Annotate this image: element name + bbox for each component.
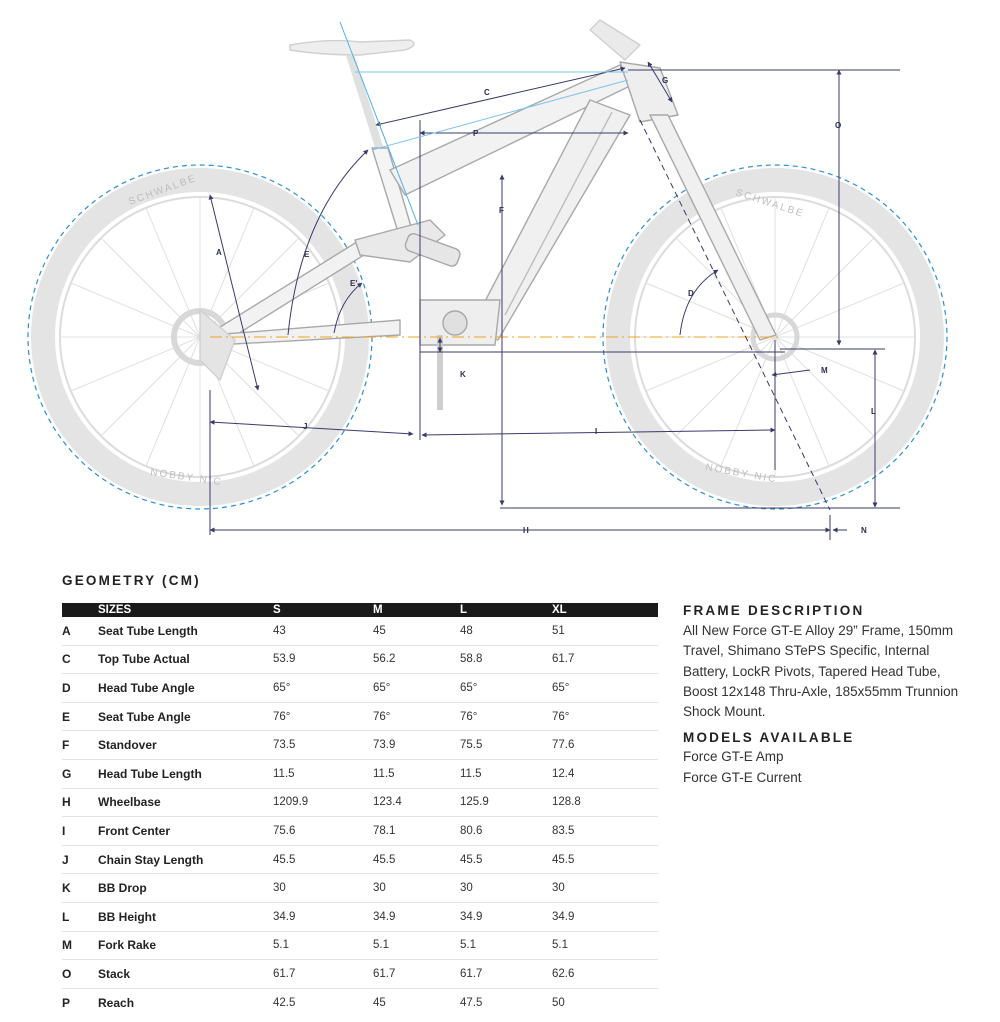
frame-description-heading: FRAME DESCRIPTION xyxy=(683,603,865,618)
side-info-panel xyxy=(683,603,963,788)
row-value-m: 73.9 xyxy=(373,731,460,760)
row-value-m: 76° xyxy=(373,702,460,731)
table-row xyxy=(62,702,658,731)
table-row xyxy=(62,731,658,760)
dim-label-m: M xyxy=(821,366,828,375)
row-value-s: 5.1 xyxy=(273,931,373,960)
row-measurement-name: Front Center xyxy=(98,817,273,846)
header-size-m: M xyxy=(373,603,460,617)
dim-label-h: H xyxy=(523,526,529,535)
row-value-xl: 76° xyxy=(552,702,658,731)
row-value-xl: 61.7 xyxy=(552,645,658,674)
row-code: L xyxy=(62,902,98,931)
dim-label-o: O xyxy=(835,121,842,130)
dim-label-c: C xyxy=(484,88,490,97)
row-value-m: 56.2 xyxy=(373,645,460,674)
row-code: C xyxy=(62,645,98,674)
row-value-s: 76° xyxy=(273,702,373,731)
row-value-l: 58.8 xyxy=(460,645,552,674)
row-value-s: 34.9 xyxy=(273,902,373,931)
row-value-l: 5.1 xyxy=(460,931,552,960)
row-value-l: 34.9 xyxy=(460,902,552,931)
row-value-s: 75.6 xyxy=(273,817,373,846)
dim-label-l: L xyxy=(871,407,876,416)
frame-description-text: All New Force GT-E Alloy 29” Frame, 150mm Travel, Shimano STePS Specific, Internal Battery, LockR Pivots, Tapered Head Tube, Boost 12x148 Thru-Axle, 185x55mm Trunnion Shock Mount. xyxy=(683,623,959,720)
row-value-xl: 65° xyxy=(552,674,658,703)
row-value-m: 45 xyxy=(373,617,460,645)
table-row xyxy=(62,960,658,989)
row-value-s: 53.9 xyxy=(273,645,373,674)
dim-label-d: D xyxy=(688,289,694,298)
row-value-l: 76° xyxy=(460,702,552,731)
geometry-table xyxy=(62,603,658,1016)
row-value-m: 78.1 xyxy=(373,817,460,846)
table-row xyxy=(62,645,658,674)
row-value-s: 45.5 xyxy=(273,845,373,874)
row-measurement-name: Head Tube Length xyxy=(98,759,273,788)
dim-label-n: N xyxy=(861,526,867,535)
row-value-l: 61.7 xyxy=(460,960,552,989)
model-item: Force GT-E Current xyxy=(683,769,802,785)
row-code: J xyxy=(62,845,98,874)
row-measurement-name: Stack xyxy=(98,960,273,989)
row-measurement-name: Fork Rake xyxy=(98,931,273,960)
table-row xyxy=(62,931,658,960)
row-code: H xyxy=(62,788,98,817)
row-value-xl: 50 xyxy=(552,996,565,1009)
row-measurement-name: Reach xyxy=(98,995,135,1010)
row-value-xl: 45.5 xyxy=(552,845,658,874)
dim-label-k: K xyxy=(460,370,466,379)
row-value-s: 11.5 xyxy=(273,759,373,788)
models-available-heading: MODELS AVAILABLE xyxy=(683,730,855,746)
row-value-l: 65° xyxy=(460,674,552,703)
row-value-xl: 5.1 xyxy=(552,931,658,960)
row-measurement-name: BB Drop xyxy=(98,874,273,903)
row-value-m: 65° xyxy=(373,674,460,703)
table-row xyxy=(62,902,658,931)
row-value-xl: 83.5 xyxy=(552,817,658,846)
row-value-m: 123.4 xyxy=(373,788,460,817)
header-size-s: S xyxy=(273,603,373,617)
dim-label-p: P xyxy=(473,129,479,138)
row-value-m: 30 xyxy=(373,874,460,903)
row-value-xl: 34.9 xyxy=(552,902,658,931)
row-code: O xyxy=(62,960,98,989)
geometry-title: GEOMETRY (CM) xyxy=(62,573,201,588)
table-row xyxy=(62,874,658,903)
row-measurement-name: Chain Stay Length xyxy=(98,845,273,874)
row-value-s: 43 xyxy=(273,617,373,645)
row-code: G xyxy=(62,759,98,788)
row-measurement-name: Wheelbase xyxy=(98,788,273,817)
row-value-m: 61.7 xyxy=(373,960,460,989)
table-row xyxy=(62,617,658,645)
dim-label-i: I xyxy=(595,427,598,436)
row-measurement-name: Head Tube Angle xyxy=(98,674,273,703)
model-item: Force GT-E Amp xyxy=(683,749,784,765)
table-row xyxy=(62,788,658,817)
row-value-s: 61.7 xyxy=(273,960,373,989)
dim-label-e-prime: E' xyxy=(350,279,358,288)
row-value-xl: 51 xyxy=(552,617,658,645)
row-value-m: 45 xyxy=(373,996,386,1009)
row-code: P xyxy=(62,995,71,1010)
front-tire-brand-text: SCHWALBE xyxy=(734,187,806,221)
geometry-table-header xyxy=(62,603,658,617)
row-value-xl: 128.8 xyxy=(552,788,658,817)
geometry-table-body xyxy=(62,617,658,1016)
table-row xyxy=(62,674,658,703)
dim-label-g: G xyxy=(662,76,669,85)
row-code: D xyxy=(62,674,98,703)
dim-label-j: J xyxy=(303,422,308,431)
dim-label-f: F xyxy=(499,206,504,215)
row-value-l: 125.9 xyxy=(460,788,552,817)
row-value-l: 48 xyxy=(460,617,552,645)
header-size-l: L xyxy=(460,603,552,617)
rear-tire-brand-text: SCHWALBE xyxy=(127,172,199,208)
row-value-l: 11.5 xyxy=(460,759,552,788)
front-tire-model-text: NOBBY NIC xyxy=(704,462,779,486)
row-code: F xyxy=(62,731,98,760)
models-list xyxy=(683,747,963,788)
table-row xyxy=(62,845,658,874)
row-value-xl: 30 xyxy=(552,874,658,903)
row-measurement-name: Seat Tube Angle xyxy=(98,702,273,731)
row-measurement-name: Top Tube Actual xyxy=(98,645,273,674)
row-value-s: 65° xyxy=(273,674,373,703)
row-value-l: 80.6 xyxy=(460,817,552,846)
dim-label-e: E xyxy=(304,250,310,259)
row-value-l: 75.5 xyxy=(460,731,552,760)
dim-label-a: A xyxy=(216,248,222,257)
row-code: K xyxy=(62,874,98,903)
row-value-xl: 77.6 xyxy=(552,731,658,760)
row-value-s: 30 xyxy=(273,874,373,903)
row-code: E xyxy=(62,702,98,731)
row-value-l: 45.5 xyxy=(460,845,552,874)
table-row xyxy=(62,759,658,788)
row-code: I xyxy=(62,817,98,846)
table-row xyxy=(62,988,658,1016)
row-value-m: 11.5 xyxy=(373,759,460,788)
row-value-m: 5.1 xyxy=(373,931,460,960)
row-code: M xyxy=(62,931,98,960)
table-row xyxy=(62,817,658,846)
row-value-s: 73.5 xyxy=(273,731,373,760)
header-sizes: SIZES xyxy=(98,603,273,617)
row-value-l: 30 xyxy=(460,874,552,903)
row-value-s: 42.5 xyxy=(273,996,296,1009)
row-value-m: 45.5 xyxy=(373,845,460,874)
header-code xyxy=(62,603,98,617)
row-measurement-name: BB Height xyxy=(98,902,273,931)
header-size-xl: XL xyxy=(552,603,658,617)
row-value-l: 47.5 xyxy=(460,996,483,1009)
row-value-xl: 12.4 xyxy=(552,759,658,788)
row-value-xl: 62.6 xyxy=(552,960,658,989)
row-code: A xyxy=(62,617,98,645)
row-measurement-name: Seat Tube Length xyxy=(98,617,273,645)
row-measurement-name: Standover xyxy=(98,731,273,760)
row-value-m: 34.9 xyxy=(373,902,460,931)
rear-tire-model-text: NOBBY NIC xyxy=(149,467,224,489)
row-value-s: 1209.9 xyxy=(273,788,373,817)
